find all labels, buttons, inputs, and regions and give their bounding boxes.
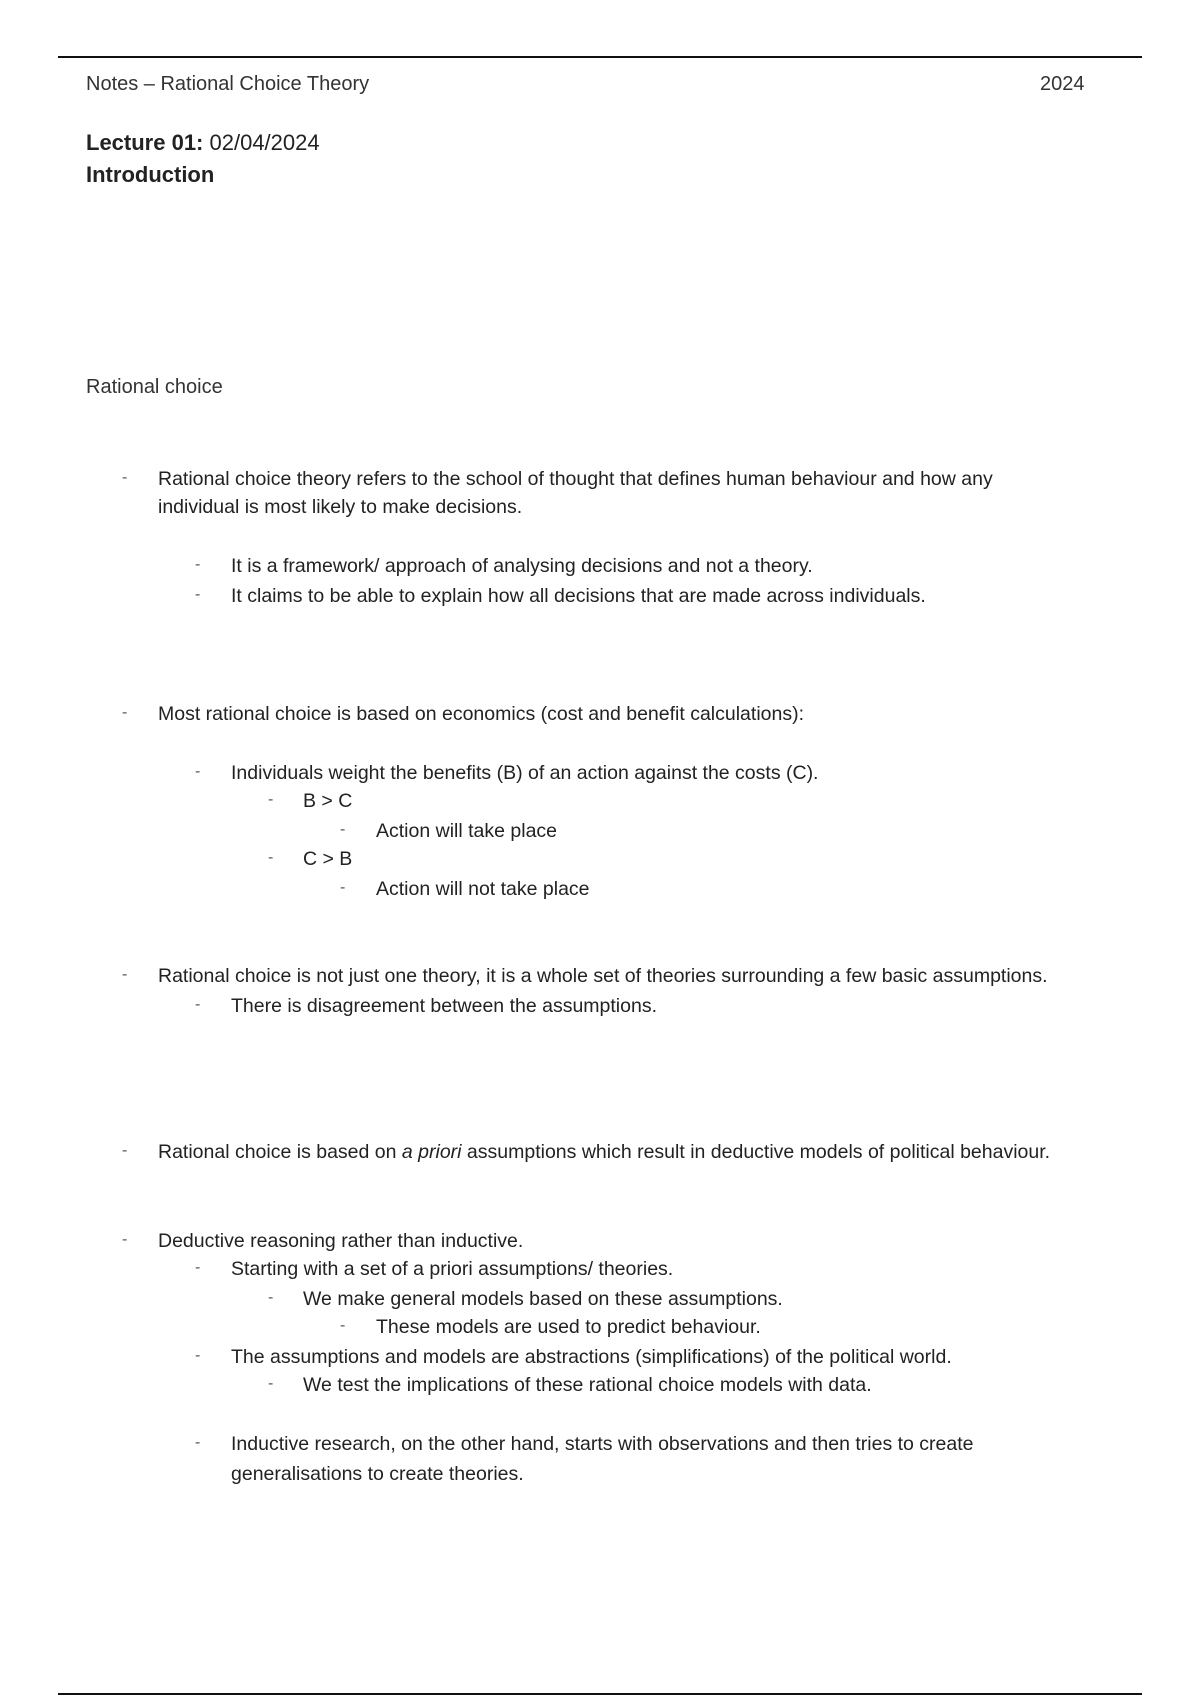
note-weigh: Individuals weight the benefits (B) of an action against the costs (C). [231,762,819,784]
note-test: We test the implications of these rational choice models with data. [303,1374,872,1396]
bullet-dash: - [195,556,201,573]
note-inductive-line1: Inductive research, on the other hand, starts with observations and then tries to create [231,1433,974,1455]
bullet-dash: - [340,1317,346,1334]
lecture-date: 02/04/2024 [203,130,320,155]
bullet-dash: - [122,704,128,721]
bullet-dash: - [268,1289,274,1306]
note-rct-definition-line1: Rational choice theory refers to the school of thought that defines human behaviour and how any [158,468,993,490]
bottom-rule [58,1693,1142,1695]
note-apriori-post: assumptions which result in deductive models of political behaviour. [461,1141,1051,1163]
bullet-dash: - [195,1434,201,1451]
note-deductive: Deductive reasoning rather than inductive. [158,1230,524,1252]
bullet-dash: - [195,586,201,603]
bullet-dash: - [195,1347,201,1364]
note-framework: It is a framework/ approach of analysing decisions and not a theory. [231,555,813,577]
note-apriori [158,1138,1050,1167]
bullet-dash: - [340,879,346,896]
bullet-dash: - [122,469,128,486]
note-apriori-pre: Rational choice is based on [158,1141,402,1163]
document-year: 2024 [1040,73,1085,95]
note-claims: It claims to be able to explain how all decisions that are made across individuals. [231,585,926,607]
bullet-dash: - [122,1142,128,1159]
lecture-line [86,130,320,156]
note-b-gt-c: B > C [303,790,353,812]
note-rct-definition-line2: individual is most likely to make decisions. [158,496,523,518]
note-general-models: We make general models based on these assumptions. [303,1288,783,1310]
note-starting: Starting with a set of a priori assumptions/ theories. [231,1258,674,1280]
lecture-label: Lecture 01: [86,130,204,155]
lecture-heading: Introduction [86,162,215,187]
bullet-dash: - [195,1259,201,1276]
bullet-dash: - [268,791,274,808]
bullet-dash: - [268,1375,274,1392]
note-abstractions: The assumptions and models are abstractions (simplifications) of the political world. [231,1346,952,1368]
note-set-of-theories: Rational choice is not just one theory, it is a whole set of theories surrounding a few basic assumptions. [158,965,1048,987]
bullet-dash: - [122,1231,128,1248]
document-title: Notes – Rational Choice Theory [86,73,370,95]
section-title: Rational choice [86,376,223,398]
note-economics: Most rational choice is based on economics (cost and benefit calculations): [158,703,805,725]
note-inductive-line2: generalisations to create theories. [231,1463,524,1485]
note-action-no: Action will not take place [376,878,590,900]
note-apriori-emphasis: a priori [401,1141,462,1163]
note-disagreement: There is disagreement between the assumptions. [231,995,657,1017]
bullet-dash: - [268,849,274,866]
bullet-dash: - [122,966,128,983]
note-action-yes: Action will take place [376,820,558,842]
top-rule [58,56,1142,58]
bullet-dash: - [340,821,346,838]
bullet-dash: - [195,996,201,1013]
note-predict: These models are used to predict behaviour. [376,1316,761,1338]
note-c-gt-b: C > B [303,848,353,870]
bullet-dash: - [195,763,201,780]
